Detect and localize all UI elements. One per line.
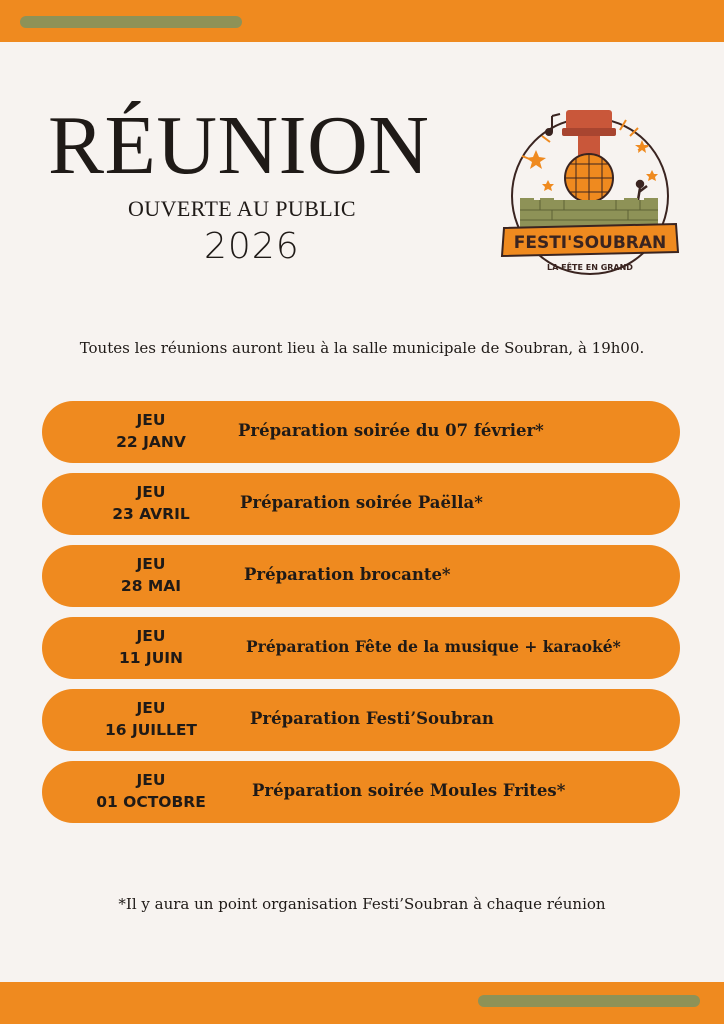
meeting-date bbox=[62, 697, 240, 741]
meeting-label: Préparation soirée Paëlla* bbox=[240, 493, 483, 512]
meeting-label: Préparation brocante* bbox=[244, 565, 451, 584]
meeting-date bbox=[62, 481, 240, 525]
meeting-day: JEU bbox=[136, 699, 166, 717]
bottom-decorative-pill bbox=[478, 995, 700, 1007]
page-subtitle: OUVERTE AU PUBLIC bbox=[128, 196, 356, 221]
disco-ball-icon bbox=[565, 154, 613, 202]
meeting-date bbox=[62, 625, 240, 669]
logo-name: FESTI'SOUBRAN bbox=[513, 233, 667, 253]
page-title: RÉUNION bbox=[48, 99, 430, 192]
festi-soubran-logo bbox=[492, 100, 688, 296]
meeting-row bbox=[42, 761, 680, 823]
water-tower-icon bbox=[562, 110, 616, 158]
meeting-date bbox=[62, 769, 240, 813]
meeting-row bbox=[42, 617, 680, 679]
meeting-day: JEU bbox=[136, 627, 166, 645]
page-year: 2026 bbox=[204, 226, 300, 267]
meeting-date-value: 01 OCTOBRE bbox=[96, 793, 206, 811]
meeting-day: JEU bbox=[136, 483, 166, 501]
meeting-row bbox=[42, 473, 680, 535]
meeting-label: Préparation soirée Moules Frites* bbox=[252, 781, 566, 800]
meeting-label: Préparation Festi’Soubran bbox=[250, 709, 494, 728]
meeting-label: Préparation soirée du 07 février* bbox=[238, 421, 544, 440]
top-decorative-pill bbox=[20, 16, 242, 28]
meeting-row bbox=[42, 689, 680, 751]
meeting-day: JEU bbox=[136, 411, 166, 429]
meeting-day: JEU bbox=[136, 771, 166, 789]
footnote: *Il y aura un point organisation Festi’Soubran à chaque réunion bbox=[118, 895, 606, 913]
meeting-date-value: 11 JUIN bbox=[118, 649, 184, 667]
meeting-label: Préparation Fête de la musique + karaoké* bbox=[246, 637, 621, 656]
meeting-date-value: 16 JUILLET bbox=[104, 721, 197, 739]
meeting-date-value: 22 JANV bbox=[116, 433, 186, 451]
meeting-day: JEU bbox=[136, 555, 166, 573]
meeting-date bbox=[62, 553, 240, 597]
meeting-row bbox=[42, 401, 680, 463]
meeting-row bbox=[42, 545, 680, 607]
intro-text: Toutes les réunions auront lieu à la salle municipale de Soubran, à 19h00. bbox=[79, 339, 645, 357]
logo-tagline: LA FÊTE EN GRAND bbox=[547, 263, 633, 272]
meeting-date bbox=[62, 409, 240, 453]
meeting-date-value: 23 AVRIL bbox=[112, 505, 190, 523]
meeting-date-value: 28 MAI bbox=[120, 577, 182, 595]
